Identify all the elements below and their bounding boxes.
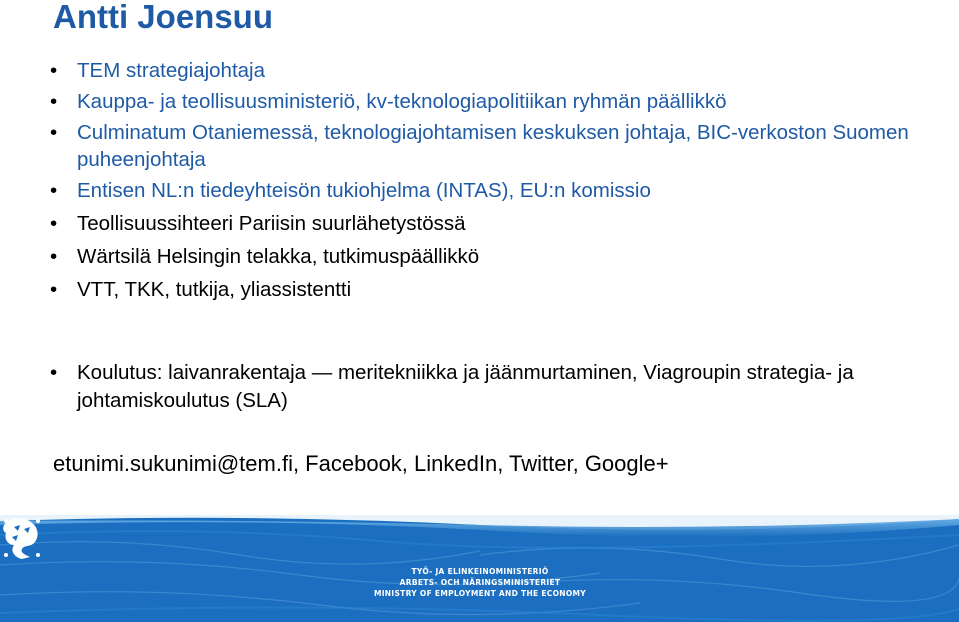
ministry-logo-text — [340, 566, 620, 599]
bullet-text: Culminatum Otaniemessä, teknologiajohtamisen keskuksen johtaja, BIC-verkoston Suomen puheenjohtaja — [77, 121, 909, 171]
bullet-list — [0, 57, 959, 303]
contact-line: etunimi.sukunimi@tem.fi, Facebook, LinkedIn, Twitter, Google+ — [53, 451, 669, 476]
bullet-text: Entisen NL:n tiedeyhteisön tukiohjelma (INTAS), EU:n komissio — [77, 179, 651, 202]
bullet-item — [0, 88, 937, 115]
ministry-name-en: MINISTRY OF EMPLOYMENT AND THE ECONOMY — [373, 589, 587, 598]
bullet-text: TEM strategiajohtaja — [77, 59, 266, 82]
bullet-dot: • — [50, 361, 58, 384]
bullet-text: Wärtsilä Helsingin telakka, tutkimuspäällikkö — [77, 245, 480, 268]
page-title: Antti Joensuu — [53, 0, 273, 35]
bullet-item — [0, 359, 937, 415]
lion-emblem-icon — [0, 515, 44, 563]
bullet-item — [0, 243, 937, 270]
ministry-name-fi: TYÖ- JA ELINKEINOMINISTERIÖ — [411, 567, 549, 576]
bullet-text: VTT, TKK, tutkija, yliassistentti — [77, 278, 352, 301]
bullet-dot: • — [50, 212, 58, 235]
bullet-dot: • — [50, 278, 58, 301]
education-text: Koulutus: laivanrakentaja — meritekniikka ja jäänmurtaminen, Viagroupin strategia- ja johtamiskoulutus (SLA) — [77, 361, 854, 412]
bullet-dot: • — [50, 245, 58, 268]
bullet-dot: • — [50, 121, 58, 144]
bullet-item — [0, 57, 937, 84]
bullet-item — [0, 177, 937, 204]
education-section — [0, 359, 959, 415]
bullet-item — [0, 276, 937, 303]
bullet-dot: • — [50, 179, 58, 202]
bullet-text: Teollisuussihteeri Pariisin suurlähetystössä — [77, 212, 466, 235]
footer-banner — [0, 515, 959, 622]
bullet-dot: • — [50, 90, 58, 113]
bullet-text: Kauppa- ja teollisuusministeriö, kv-teknologiapolitiikan ryhmän päällikkö — [77, 90, 727, 113]
bullet-item — [0, 210, 937, 237]
bullet-dot: • — [50, 59, 58, 82]
ministry-name-sv: ARBETS- OCH NÄRINGSMINISTERIET — [399, 578, 561, 587]
bullet-item — [0, 119, 937, 173]
